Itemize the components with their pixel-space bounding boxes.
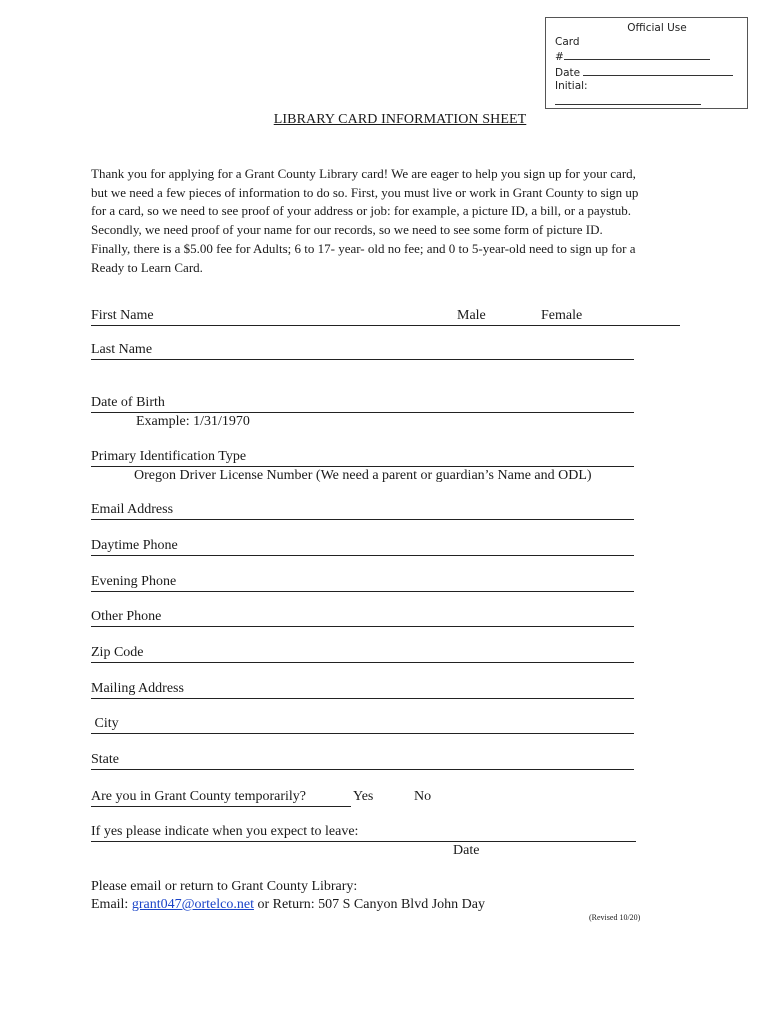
leave-date-label: If yes please indicate when you expect to leave:	[91, 824, 359, 839]
date-of-birth-label: Date of Birth	[91, 395, 165, 410]
female-option[interactable]: Female	[541, 308, 583, 323]
daytime-phone-label: Daytime Phone	[91, 538, 178, 553]
email-field[interactable]	[91, 501, 634, 520]
first-name-field[interactable]	[91, 307, 680, 326]
city-label: City	[91, 716, 119, 731]
official-use-initial-line	[555, 94, 739, 110]
male-option[interactable]: Male	[457, 308, 486, 323]
last-name-label: Last Name	[91, 342, 153, 357]
intro-line: Ready to Learn Card.	[91, 259, 203, 275]
city-field[interactable]	[91, 715, 634, 734]
official-use-initial: Initial:	[555, 80, 588, 92]
intro-line: Secondly, we need proof of your name for our records, so we need to see some form of picture ID.	[91, 222, 603, 238]
mailing-address-label: Mailing Address	[91, 681, 184, 696]
daytime-phone-field[interactable]	[91, 537, 634, 556]
no-option[interactable]: No	[414, 789, 432, 804]
intro-line: but we need a few pieces of information to do so. First, you must live or work in Grant County to sign up	[91, 184, 639, 200]
leave-date-caption: Date	[453, 843, 480, 858]
evening-phone-label: Evening Phone	[91, 574, 177, 589]
date-of-birth-field[interactable]	[91, 394, 634, 413]
primary-id-note: Oregon Driver License Number (We need a parent or guardian’s Name and ODL)	[134, 468, 592, 483]
leave-date-field[interactable]	[91, 823, 636, 842]
official-use-card-number: #	[555, 49, 739, 65]
official-use-date: Date	[555, 65, 739, 81]
intro-line: Thank you for applying for a Grant County Library card! We are eager to help you sign up for your card,	[91, 166, 636, 181]
date-of-birth-example: Example: 1/31/1970	[136, 414, 250, 429]
intro-line: Finally, there is a $5.00 fee for Adults; 6 to 17- year- old no fee; and 0 to 5-year-old need to sign up for a	[91, 240, 636, 256]
return-address: or Return: 507 S Canyon Blvd John Day	[253, 897, 485, 912]
official-use-box	[545, 17, 748, 109]
other-phone-label: Other Phone	[91, 609, 162, 624]
evening-phone-field[interactable]	[91, 573, 634, 592]
intro-paragraph	[91, 165, 691, 277]
last-name-field[interactable]	[91, 341, 634, 360]
primary-id-label: Primary Identification Type	[91, 449, 247, 464]
page-title: LIBRARY CARD INFORMATION SHEET	[273, 112, 527, 127]
zip-code-label: Zip Code	[91, 645, 144, 660]
zip-code-field[interactable]	[91, 644, 634, 663]
intro-line: for a card, so we need to see proof of your address or job: for example, a picture ID, a bill, or a paystub.	[91, 203, 632, 219]
official-use-card-label: Card	[555, 35, 580, 48]
first-name-label: First Name	[91, 308, 154, 323]
temporary-question: Are you in Grant County temporarily?	[91, 789, 351, 807]
mailing-address-field[interactable]	[91, 680, 634, 699]
other-phone-field[interactable]	[91, 608, 634, 627]
official-use-title: Official Use	[627, 22, 687, 34]
state-label: State	[91, 752, 119, 767]
email-prefix: Email:	[91, 897, 132, 912]
revision-note: (Revised 10/20)	[589, 913, 641, 922]
return-instructions: Please email or return to Grant County Library:	[91, 879, 358, 894]
state-field[interactable]	[91, 751, 634, 770]
contact-line	[91, 896, 485, 914]
email-link[interactable]: grant047@ortelco.net	[131, 897, 254, 912]
primary-id-field[interactable]	[91, 448, 634, 467]
email-label: Email Address	[91, 502, 174, 517]
yes-option[interactable]: Yes	[353, 789, 374, 804]
